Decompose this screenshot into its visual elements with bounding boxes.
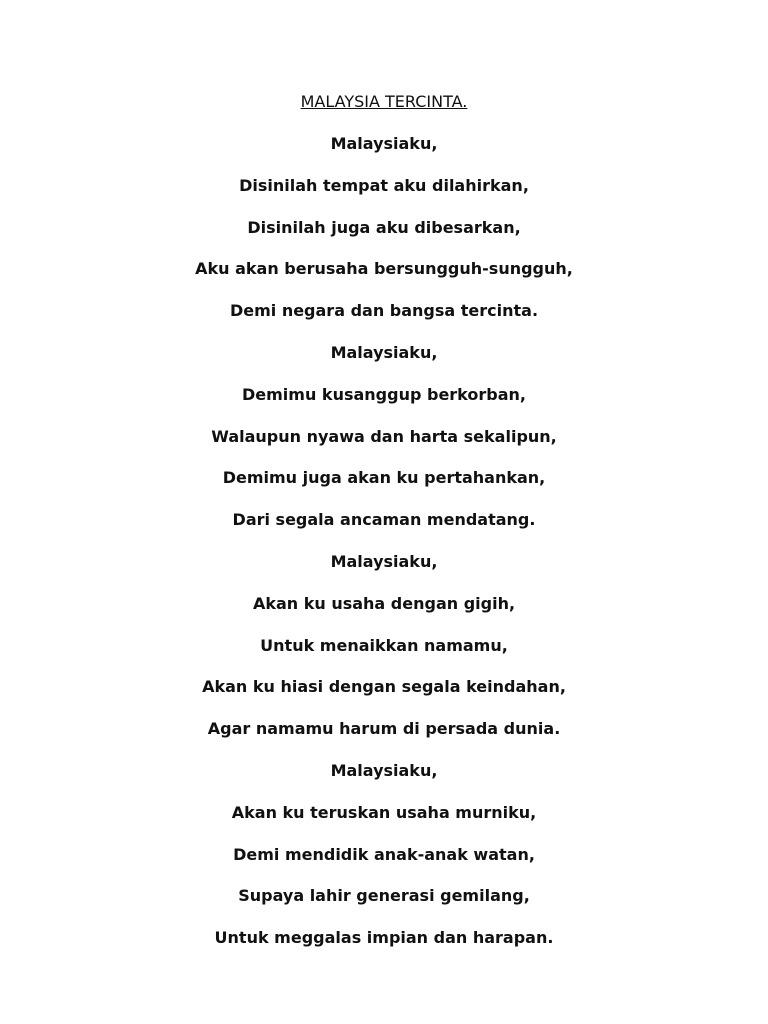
poem-line: Malaysiaku, <box>330 760 438 780</box>
poem-line: Akan ku hiasi dengan segala keindahan, <box>202 677 566 697</box>
poem-line: Akan ku usaha dengan gigih, <box>252 593 516 613</box>
poem-line: Untuk meggalas impian dan harapan. <box>214 928 554 948</box>
poem-line: Demimu juga akan ku pertahankan, <box>222 468 546 488</box>
poem-body <box>0 132 768 968</box>
poem-line: Untuk menaikkan namamu, <box>260 635 508 655</box>
poem-title: MALAYSIA TERCINTA. <box>300 92 468 111</box>
poem-line: Agar namamu harum di persada dunia. <box>207 719 561 739</box>
poem-line: Walaupun nyawa dan harta sekalipun, <box>211 426 557 446</box>
poem-line: Dari segala ancaman mendatang. <box>232 510 536 530</box>
poem-line: Disinilah juga aku dibesarkan, <box>247 217 521 237</box>
poem-line: Demi mendidik anak-anak watan, <box>233 844 535 864</box>
poem-line: Aku akan berusaha bersungguh-sungguh, <box>195 259 573 279</box>
poem-line: Supaya lahir generasi gemilang, <box>238 886 530 906</box>
poem-line: Disinilah tempat aku dilahirkan, <box>239 175 529 195</box>
poem-line: Malaysiaku, <box>330 551 438 571</box>
poem-line: Malaysiaku, <box>330 134 438 153</box>
poem-line: Malaysiaku, <box>330 342 438 362</box>
poem-line: Demimu kusanggup berkorban, <box>242 384 526 404</box>
poem-line: Demi negara dan bangsa tercinta. <box>229 301 539 321</box>
poem-line: Akan ku teruskan usaha murniku, <box>231 802 537 822</box>
